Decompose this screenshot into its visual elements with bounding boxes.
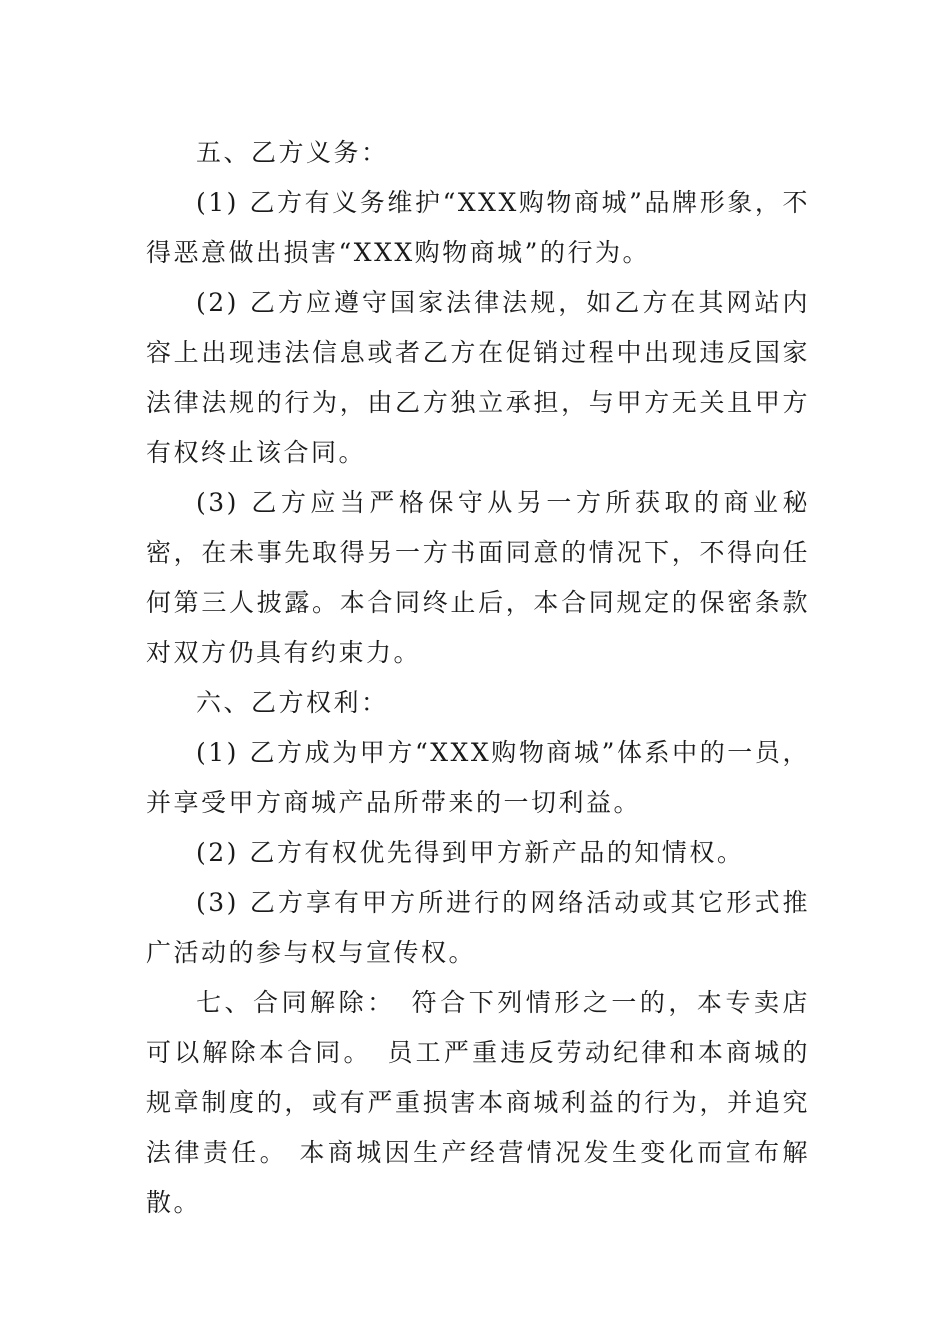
paragraph-6-2: (2) 乙方有权优先得到甲方新产品的知情权。 <box>196 838 745 867</box>
paragraph-5-3: (3) 乙方应当严格保守从另一方所获取的商业秘密，在未事先取得另一方书面同意的情况下，不得向任何第三人披露。本合同终止后，本合同规定的保密条款对双方仍具有约束力。 <box>146 488 810 667</box>
paragraph-6-3: (3) 乙方享有甲方所进行的网络活动或其它形式推广活动的参与权与宣传权。 <box>146 888 810 967</box>
document-body <box>146 128 810 1228</box>
section-heading-6: 六、乙方权利： <box>196 688 389 717</box>
paragraph-5-1: (1) 乙方有义务维护“XXX购物商城”品牌形象，不得恶意做出损害“XXX购物商城”的行为。 <box>146 188 810 267</box>
section-7-contract-termination: 七、合同解除： 符合下列情形之一的，本专卖店可以解除本合同。 员工严重违反劳动纪律和本商城的规章制度的，或有严重损害本商城利益的行为，并追究法律责任。 本商城因生产经营情况发生变化而宣布解散。 <box>146 988 810 1217</box>
section-heading-5: 五、乙方义务： <box>196 138 389 167</box>
paragraph-5-2: (2) 乙方应遵守国家法律法规，如乙方在其网站内容上出现违法信息或者乙方在促销过程中出现违反国家法律法规的行为，由乙方独立承担，与甲方无关且甲方有权终止该合同。 <box>146 288 810 467</box>
paragraph-6-1: (1) 乙方成为甲方“XXX购物商城”体系中的一员，并享受甲方商城产品所带来的一切利益。 <box>146 738 810 817</box>
